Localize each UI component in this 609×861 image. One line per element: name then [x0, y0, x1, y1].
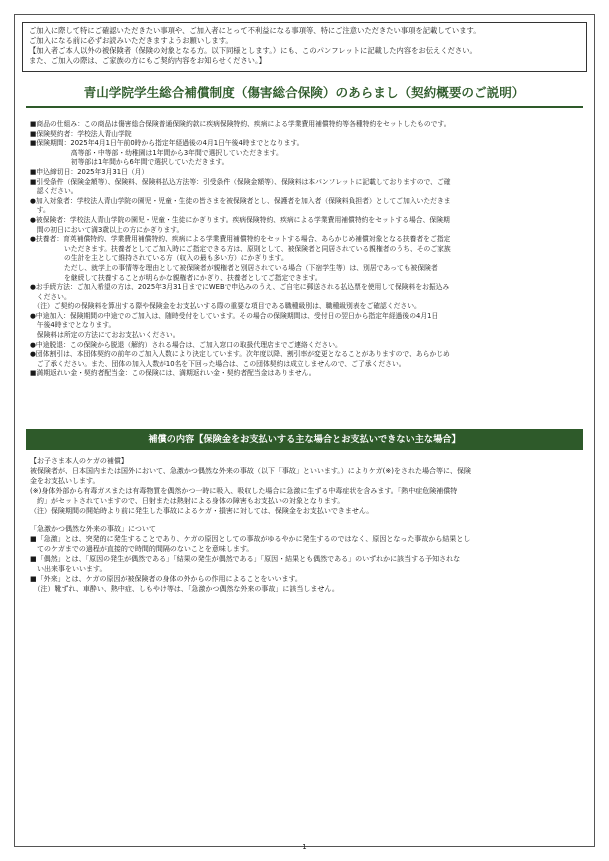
overview-line: ただし、就学上の事情等を理由として被保険者が親権者と別居されている場合（下宿学生等）は、別居であっても被保険者 — [30, 263, 438, 272]
overview-line: ■満期返れい金・契約者配当金：この保険には、満期返れい金・契約者配当金はありません。 — [30, 369, 316, 378]
overview-line: ●お手続方法：ご加入希望の方は、2025年3月31日までにWEBで申込みのうえ、ご自宅に郵送される払込票を使用して保険料をお振込み — [30, 283, 450, 292]
overview-line: 認ください。 — [30, 187, 78, 196]
overview-line: ●被保険者：学校法人青山学院の園児・児童・生徒にかぎります。疾病保険特約、疾病による学業費用補償特約をセットする場合、保険期 — [30, 215, 450, 224]
overview-line: ください。 — [30, 292, 71, 301]
overview-line: を継続して扶養することが明らかな親権者にかぎり、扶養者としてご指定できます。 — [30, 273, 322, 282]
overview-line: ■商品の仕組み：この商品は傷害総合保険普通保険約款に疾病保険特約、疾病による学業費用補償特約等各種特約をセットしたものです。 — [30, 120, 451, 128]
overview-line: 保険料は所定の方法にておお支払いください。 — [30, 331, 180, 340]
contract-overview — [30, 120, 586, 379]
coverage-note: （注）保険期間の開始時より前に発生した事故によるケガ・損害に対しては、保険金をお支払いできません。 — [30, 507, 374, 515]
coverage-line: 被保険者が、日本国内または国外において、急激かつ偶然な外来の事故（以下「事故」といいます。）によりケガ(※)をされた場合等に、保険 — [30, 467, 471, 475]
overview-line: ご了承ください。また、団体の加入人数が10名を下回った場合は、この団体契約は成立しませんので、ご了承ください。 — [30, 359, 406, 368]
overview-line: 初等部は1年間から6年間で選択していただきます。 — [30, 158, 229, 167]
overview-line: 高等部・中等部・幼稚園は1年間から3年間で選択していただきます。 — [30, 148, 283, 157]
coverage-section — [30, 456, 586, 594]
notice-line-1: ご加入に際して特にご確認いただきたい事項や、ご加入者にとって不利益になる事項等、特にご注意いただきたい事項を記載しています。 — [29, 26, 481, 35]
notice-line-3: 【加入者ご本人以外の被保険者（保険の対象となる方。以下同様とします。）にも、このパンフレットに記載した内容をお伝えください。 — [29, 46, 477, 55]
coverage-section-header: 補償の内容【保険金をお支払いする主な場合とお支払いできない主な場合】 — [26, 429, 583, 450]
overview-line: 間の初日において満3歳以上の方にかぎります。 — [30, 225, 184, 234]
overview-line: （注）ご契約の保険料を算出する際や保険金をお支払いする際の重要な項目である職種級別は、職種級別表をご確認ください。 — [30, 302, 421, 311]
definition-line: ■「急激」とは、突発的に発生することであり、ケガの原因としての事故がゆるやかに発生するのではなく、原因となった事故から結果とし — [30, 535, 471, 543]
definition-line: （注）靴ずれ、車酔い、熱中症、しもやけ等は、「急激かつ偶然な外来の事故」に該当しません。 — [30, 585, 339, 593]
page-number: 1 — [302, 843, 307, 851]
definition-line: い出来事をいいます。 — [30, 565, 107, 573]
overview-line: ●扶養者：育英補償特約、学業費用補償特約、疾病による学業費用補償特約をセットする場合、あらかじめ補償対象となる扶養者をご指定 — [30, 235, 451, 244]
overview-line: ●団体割引は、本団体契約の前年のご加入人数により決定しています。次年度以降、割引率が変更となることがありますので、あらかじめ — [30, 350, 450, 359]
overview-line: す。 — [30, 206, 50, 215]
definition-heading: 「急激かつ偶然な外来の事故」について — [30, 525, 156, 533]
page-title: 青山学院学生総合補償制度（傷害総合保険）のあらまし（契約概要のご説明） — [83, 85, 525, 100]
overview-line: の生計を主として維持されている方（収入の最も多い方）にかぎります。 — [30, 254, 288, 263]
definition-line: ■「偶然」とは、「原因の発生が偶然である」「結果の発生が偶然である」「原因・結果とも偶然である」のいずれかに該当する予知されな — [30, 555, 461, 563]
notice-box — [22, 22, 587, 72]
coverage-note: (※)身体外部から有毒ガスまたは有毒物質を偶然かつ一時に吸入、吸収した場合に急激に生ずる中毒症状を含みます。「熱中症危険補償特 — [30, 487, 458, 495]
overview-line: ■保険期間：2025年4月1日午前0時から指定年経過後の4月1日午後4時までとなります。 — [30, 139, 304, 148]
definition-line: ■「外来」とは、ケガの原因が被保険者の身体の外からの作用によることをいいます。 — [30, 575, 302, 583]
overview-line: ■保険契約者：学校法人青山学院 — [30, 129, 132, 138]
title-divider — [26, 106, 583, 108]
coverage-line: 金をお支払いします。 — [30, 477, 100, 485]
overview-line: ●中途脱退：この保険から脱退（解約）される場合は、ご加入窓口の取扱代理店までご連絡ください。 — [30, 340, 342, 349]
overview-line: ●加入対象者：学校法人青山学院の園児・児童・生徒の皆さまを被保険者とし、保護者を加入者（保険料負担者）としてご加入いただきま — [30, 196, 451, 205]
notice-line-4: また、ご加入の際は、ご家族の方にもご契約内容をお知らせください。】 — [29, 56, 266, 65]
coverage-heading: 【お子さま本人のケガの補償】 — [30, 457, 128, 465]
coverage-note: 約」がセットされていますので、日射または熱射による身体の障害もお支払いの対象となります。 — [30, 497, 345, 505]
definition-line: てのケガまでの過程が直接的で時間的間隔のないことを意味します。 — [30, 545, 254, 553]
overview-line: 午後4時までとなります。 — [30, 321, 116, 330]
overview-line: ●中途加入：保険期間の中途でのご加入は、随時受付をしています。その場合の保険期間は、受付日の翌日から指定年経過後の4月1日 — [30, 311, 439, 320]
overview-line: ■引受条件（保険金額等）、保険料、保険料払込方法等：引受条件（保険金額等）、保険料は本パンフレットに記載しておりますので、ご確 — [30, 177, 451, 186]
overview-line: いただきます。扶養者としてご加入時にご指定できる方は、原則として、被保険者と同居されている親権者のうち、そのご家族 — [30, 244, 451, 253]
overview-line: ■申込締切日：2025年3月31日（月） — [30, 167, 149, 176]
notice-line-2: ご加入になる前に必ずお読みいただきますようお願いします。 — [29, 36, 233, 45]
